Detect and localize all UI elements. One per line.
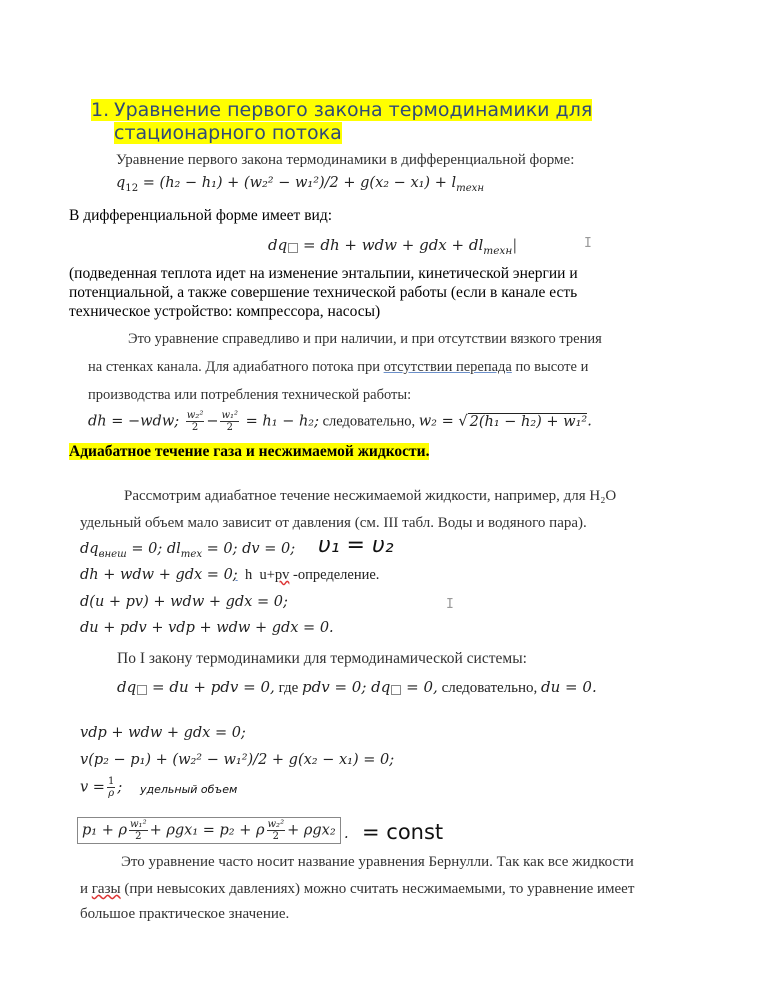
law-equation	[117, 678, 597, 697]
block4-line-1: Это уравнение часто носит название уравнения Бернулли. Так как все жидкости	[121, 854, 634, 870]
diff-form-label: В дифференциальной форме имеет вид:	[69, 207, 333, 224]
fraction	[129, 819, 148, 842]
frac-num: w₁²	[221, 410, 239, 421]
b3-eq1-b: = 0; dl	[131, 541, 181, 557]
block2-line-3: производства или потребления технической работы:	[88, 387, 412, 403]
handwritten-specific-volume: удельный объем	[140, 783, 238, 796]
b2-eq-word: следовательно,	[319, 413, 419, 430]
block4-eq3	[80, 776, 122, 799]
explanation-line-3: техническое устройство: компрессора, насосы)	[69, 303, 381, 320]
block3-eq2	[80, 567, 379, 584]
frac-den: 2	[226, 422, 233, 433]
frac-den: 2	[272, 831, 279, 842]
block2-line-2-underlined: отсутствии перепада	[383, 359, 512, 375]
fraction	[186, 410, 205, 433]
frac-num: w₂²	[267, 819, 285, 830]
law-eq-word2: следовательно,	[437, 680, 542, 696]
b4-line2-a: и	[80, 881, 92, 897]
block4-eq1: vdp + wdw + gdx = 0;	[80, 725, 246, 741]
block1-equation	[116, 175, 485, 194]
block3-line-2: удельный объем мало зависит от давления (см. III табл. Воды и водяного пара).	[80, 515, 587, 531]
fraction	[107, 776, 115, 799]
placeholder-box-icon	[137, 685, 147, 695]
b3-eq1-c: = 0; dv = 0;	[206, 541, 296, 557]
placeholder-box-icon	[288, 243, 298, 253]
b3-eq2-c: -определение.	[289, 567, 380, 583]
law-eq-b: = du + pdv = 0,	[152, 678, 275, 696]
bernoulli-equation	[77, 817, 341, 844]
eq-q-sub: 12	[125, 182, 139, 194]
block4-line-2	[80, 881, 634, 898]
block4-line-3: большое практическое значение.	[80, 906, 290, 922]
heading-line-2: стационарного потока	[114, 122, 342, 144]
section-heading	[91, 99, 592, 121]
law-eq-word1: где	[274, 680, 303, 696]
block2-line-2-a: на стенках канала. Для адиабатного потока при	[88, 359, 384, 375]
handwritten-const: = const	[362, 820, 444, 844]
b4-line2-gazy: газы	[91, 881, 121, 897]
heading-line-1: Уравнение первого закона термодинамики для	[114, 99, 593, 121]
diff-eq-sub: техн	[483, 245, 513, 257]
frac-num: 1	[107, 776, 115, 787]
block4-eq2: v(p₂ − p₁) + (w₂² − w₁²)/2 + g(x₂ − x₁) = 0;	[80, 752, 395, 768]
frac-den: 2	[135, 831, 142, 842]
explanation-line-2: потенциальной, а также совершение технической работы (если в канале есть	[69, 284, 578, 301]
bern-b: + ρgx₁ = p₂ + ρ	[149, 822, 265, 839]
fraction	[220, 410, 239, 433]
block2-line-2	[88, 359, 588, 376]
section-heading-continued	[114, 122, 342, 144]
explanation-line-1: (подведенная теплота идет на изменение энтальпии, кинетической энергии и	[69, 265, 578, 282]
b3-eq2-semi: ;	[232, 567, 238, 583]
law-eq-d: = 0,	[406, 678, 438, 696]
eq-q: q	[116, 175, 126, 191]
block3-eq4: du + pdv + vdp + wdw + gdx = 0.	[80, 620, 334, 636]
law-line: По I закону термодинамики для термодинамической системы:	[117, 650, 527, 667]
block2-line-1: Это уравнение справедливо и при наличии, и при отсутствии вязкого трения	[128, 331, 602, 347]
b4-eq3-b: ;	[117, 779, 123, 796]
bernoulli-dot: .	[344, 826, 349, 842]
b3-eq2-pv: pv	[274, 567, 290, 583]
b2-eq-b: = h₁ − h₂;	[245, 413, 319, 430]
diff-eq-rhs: = dh + wdw + gdx + dl	[303, 236, 484, 254]
handwritten-v1-equals-v2: υ₁ = υ₂	[318, 533, 394, 558]
eq-sub: техн	[456, 182, 485, 194]
b2-eq-end: .	[587, 413, 592, 430]
block2-line-2-c: по высоте и	[511, 359, 589, 375]
eq-rest: = (h₂ − h₁) + (w₂² − w₁²)/2 + g(x₂ − x₁) + l	[142, 175, 457, 191]
frac-den: ρ	[108, 788, 115, 799]
block3-line-1: Рассмотрим адиабатное течение несжимаемой жидкости, например, для H₂O	[124, 488, 617, 504]
bern-c: + ρgx₂	[287, 822, 336, 839]
block1-text: Уравнение первого закона термодинамики в дифференциальной форме:	[116, 152, 575, 168]
subheading	[69, 443, 429, 461]
b2-minus: −	[206, 413, 219, 430]
placeholder-box-icon	[391, 685, 401, 695]
frac-den: 2	[191, 422, 199, 433]
law-eq-c: pdv = 0; dq	[302, 678, 391, 696]
heading-number: 1.	[91, 99, 110, 121]
diff-equation: dq = dh + wdw + gdx + $dl_{техн}|$	[268, 236, 518, 257]
b2-eq-sqrt: 2(h₁ − h₂) + w₁²	[469, 413, 588, 430]
frac-num: w₁²	[130, 819, 147, 830]
text-cursor-icon: I	[584, 236, 592, 251]
fraction	[267, 819, 286, 842]
law-eq-e: du = 0.	[541, 678, 597, 696]
block3-eq3: d(u + pv) + wdw + gdx = 0;	[80, 594, 288, 610]
b3-eq1-a: dq	[80, 541, 99, 557]
text-cursor-icon-2: I	[446, 597, 454, 612]
block2-equation	[88, 410, 592, 433]
diff-eq-lhs: dq	[268, 236, 288, 254]
b2-eq-a: dh = −wdw;	[88, 413, 180, 430]
b3-eq1-sub2: тех	[180, 548, 203, 560]
b3-eq2-a: dh + wdw + gdx = 0	[80, 567, 233, 583]
b4-line2-b: (при невысоких давлениях) можно считать несжимаемыми, то уравнение имеет	[120, 881, 635, 897]
law-eq-a: dq	[117, 678, 137, 696]
b4-eq3-a: v =	[80, 779, 105, 796]
b3-eq1-sub1: внеш	[98, 548, 127, 560]
b3-eq2-b: h u+	[237, 567, 275, 583]
bern-a: p₁ + ρ	[82, 822, 127, 839]
block3-eq1	[80, 541, 296, 560]
b2-eq-c: w₂ = √	[418, 413, 468, 430]
frac-num: w₂²	[186, 410, 204, 421]
subheading-text: Адиабатное течение газа и несжимаемой жидкости.	[69, 443, 430, 460]
